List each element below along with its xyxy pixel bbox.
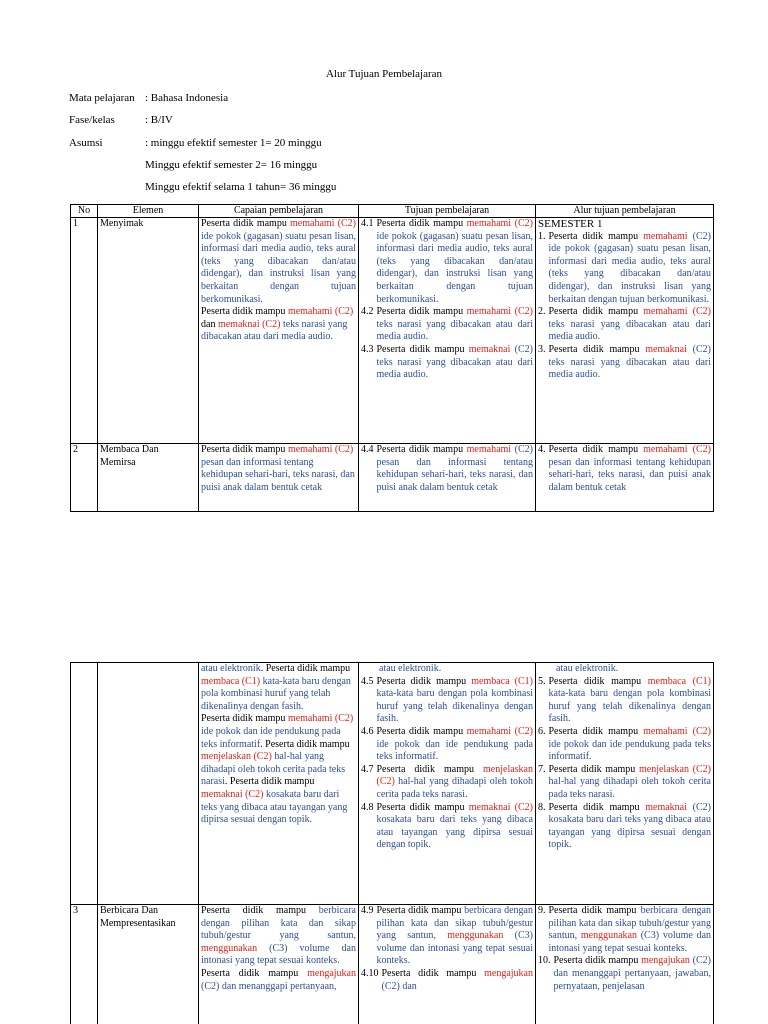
text: Peserta didik mampu [548,763,639,775]
text: . Peserta didik mampu [260,738,350,750]
table-header-row [71,205,714,218]
text: (C2) pesan dan informasi tentang kehidupan sehari-hari, teks narasi, dan puisi anak dalam bentuk cetak [376,444,533,493]
text: Peserta didik mampu [548,230,644,242]
document-title: Alur Tujuan Pembelajaran [325,68,443,80]
capaian-paragraph [201,444,356,510]
item-number: 4.9 [361,905,374,916]
tujuan-item [361,676,533,726]
text: kata-kata baru dengan pola kombinasi huruf yang telah dikenalinya dengan fasih. [376,688,533,725]
text: (C3) volume dan intonasi yang tepat sesuai konteks. [376,930,533,967]
item-number: 4.6 [361,725,374,737]
verb-highlight: memahami [643,230,688,242]
meta-value: : minggu efektif semester 1= 20 minggu [145,137,322,149]
verb-highlight: mengajukan [641,955,690,967]
alur-item [538,676,711,726]
header-elemen: Elemen [98,205,199,218]
meta-assumption-2 [69,159,317,171]
verb-highlight: memahami (C2) [290,218,356,229]
verb-highlight: mengajukan [484,967,533,979]
text: Peserta didik mampu [376,801,469,813]
meta-assumption [69,137,322,149]
row-number: 2 [71,444,98,512]
alur-item [538,764,711,802]
text: Peserta didik mampu [201,218,291,229]
row-number: 3 [71,905,98,1024]
text: Peserta didik mampu [548,725,644,737]
verb-highlight: menjelaskan (C2) [376,763,533,788]
text: Peserta didik mampu [548,675,648,687]
tujuan-item [361,444,533,510]
text: (C2) dan menanggapi pertanyaan, [201,980,337,992]
semester-label: SEMESTER 1 [538,218,603,230]
capaian-paragraph [201,218,356,306]
alur-item [538,344,711,382]
verb-highlight: memahami [466,444,512,455]
item-number: 4.4 [361,444,374,455]
text: teks narasi yang dibacakan atau dari media audio. [376,318,533,343]
verb-highlight: membaca [471,675,510,687]
text: Peserta didik mampu [376,763,484,775]
verb-highlight: memahami (C2) [466,306,533,318]
header-no: No [71,205,98,218]
text: Peserta didik mampu [201,905,319,916]
element-name: Menyimak [98,218,199,444]
item-number: 10. [538,955,551,967]
continued-text: atau elektronik. [556,663,619,674]
tujuan-cell [359,905,536,1024]
text: (C2) kosakata baru dari teks yang dibaca atau tayangan yang dipirsa sesuai dengan topik. [548,801,711,851]
text: ide pokok dan ide pendukung pada teks informatif. [548,738,711,763]
verb-highlight: menggunakan [447,930,504,942]
text: atau elektronik [201,663,261,674]
verb-highlight: menggunakan [580,930,637,942]
item-number: 3. [538,343,546,355]
text: Peserta didik mampu [548,444,644,455]
text: kata-kata baru dengan pola kombinasi huruf yang telah dikenalinya dengan fasih. [548,688,711,725]
verb-highlight: memaknai [645,801,687,813]
text: kosakata baru dari teks yang dibaca atau tayangan yang dipirsa sesuai dengan topik. [201,788,348,826]
tujuan-item [361,802,533,852]
verb-highlight: memahami (C2) [466,218,533,229]
row-number [71,663,98,905]
verb-highlight: memahami (C2) [287,444,354,455]
verb-highlight: memaknai (C2) [468,801,533,813]
table-row [71,444,714,512]
item-number: 8. [538,801,546,813]
verb-highlight: memaknai [645,343,687,355]
alur-cell [536,663,714,905]
text: Peserta didik mampu [376,218,467,229]
text: berbicara dengan pilihan kata dan sikap tubuh/gestur yang santun, [376,905,533,942]
atp-table-continued [70,662,714,1024]
text: ide pokok dan ide pendukung pada teks informatif [201,725,341,750]
meta-label: Mata pelajaran [69,92,135,104]
item-number: 2. [538,306,546,318]
verb-highlight: memahami (C2) [466,725,533,737]
item-number: 4. [538,444,546,455]
text: ide pokok (gagasan) suatu pesan lisan, informasi dari media audio, teks aural (teks yang dibacakan dan/atau didengar), dan instruksi lisan yang berkaitan dengan tujuan berkomunikasi. [201,230,356,305]
alur-item [538,802,711,852]
capaian-cell [199,444,359,512]
text: Peserta didik mampu [553,955,642,967]
text: Peserta didik mampu [376,905,465,916]
tujuan-item [361,968,533,993]
text: (C2) dan [381,980,417,992]
meta-value: : B/IV [145,114,173,126]
document-page-2 [0,662,768,1024]
item-number: 4.1 [361,218,374,229]
capaian-paragraph [201,713,356,826]
element-name: Membaca Dan Memirsa [98,444,199,512]
item-number: 4.10 [361,967,379,979]
verb-highlight: memahami (C2) [643,306,711,318]
capaian-cell [199,905,359,1024]
item-number: 5. [538,675,546,687]
text: (C3) volume dan intonasi yang tepat sesuai konteks. [548,930,712,954]
meta-assumption-3 [69,181,336,193]
element-name [98,663,199,905]
tujuan-item [361,726,533,764]
verb-highlight: menjelaskan (C2) [201,751,272,763]
text: hal-hal yang dihadapi oleh tokoh cerita pada teks narasi. [376,776,533,800]
item-number: 1. [538,230,546,242]
capaian-cell [199,218,359,444]
alur-item [538,955,711,993]
alur-item [538,231,711,307]
verb-highlight: (C1) [686,675,711,687]
text: Peserta didik mampu [548,343,646,355]
text: pesan dan informasi tentang kehidupan sehari-hari, teks narasi, dan puisi anak dalam bentuk cetak [548,456,711,493]
text: (C2) teks narasi yang dibacakan atau dari media audio. [548,343,711,381]
item-number: 4.2 [361,306,374,318]
alur-cell [536,218,714,444]
alur-item [538,306,711,344]
alur-cell [536,905,714,1024]
verb-highlight: membaca (C1) [201,675,261,687]
text: (C2) dan menanggapi pertanyaan, jawaban, pernyataan, penjelasan [553,955,711,992]
verb-highlight: memaknai [468,343,511,355]
text: teks narasi yang dibacakan atau dari media audio. [201,318,348,343]
meta-phase [69,114,173,126]
meta-label: Asumsi [69,137,103,149]
tujuan-cell [359,663,536,905]
capaian-paragraph [201,905,356,968]
alur-cell [536,444,714,512]
verb-highlight: mengajukan [307,967,356,979]
alur-item [538,905,711,955]
continued-text: atau elektronik. [379,663,442,674]
item-number: 4.7 [361,763,374,775]
meta-subject [69,92,228,104]
meta-value: Minggu efektif selama 1 tahun= 36 minggu [145,181,337,193]
capaian-cell [199,663,359,905]
verb-highlight: memahami (C2) [287,306,354,318]
meta-label: Fase/kelas [69,114,115,126]
verb-highlight: menggunakan [201,942,258,954]
verb-highlight: memaknai (C2) [217,318,281,330]
tujuan-item [361,764,533,802]
text: ide pokok (gagasan) suatu pesan lisan, informasi dari media audio, teks aural (teks yang dibacakan dan/atau didengar), dan instruksi lisan yang berkaitan dengan tujuan berkomunikasi. [376,230,533,305]
text: berbicara dengan pilihan kata dan sikap tubuh/gestur yang santun, [201,905,356,942]
alur-item [538,444,711,510]
text: Peserta didik mampu [201,306,288,318]
item-number: 4.5 [361,675,374,687]
capaian-paragraph [201,663,356,713]
tujuan-cell [359,444,536,512]
verb-highlight: memahami (C2) [643,444,711,455]
header-capaian: Capaian pembelajaran [199,205,359,218]
tujuan-cell [359,218,536,444]
header-alur: Alur tujuan pembelajaran [536,205,714,218]
table-row [71,218,714,444]
text: hal-hal yang dihadapi oleh tokoh cerita pada teks narasi [201,751,346,788]
item-number: 4.8 [361,801,374,813]
verb-highlight: membaca [647,675,687,687]
verb-highlight: (C1) [509,675,533,687]
tujuan-item [361,344,533,382]
meta-value: : Bahasa Indonesia [145,92,229,104]
text: ide pokok dan ide pendukung pada teks informatif. [376,738,533,763]
meta-value: Minggu efektif semester 2= 16 minggu [145,159,318,171]
text: berbicara dengan pilihan kata dan sikap tubuh/gestur yang santun, [548,905,711,942]
text: hal-hal yang dihadapi oleh tokoh cerita pada teks narasi. [548,776,711,800]
table-row [71,663,714,905]
capaian-paragraph [201,968,356,993]
item-number: 4.3 [361,343,374,355]
text: pesan dan informasi tentang kehidupan sehari-hari, teks narasi, dan puisi anak dalam bentuk cetak [201,456,355,493]
atp-table [70,204,714,512]
text: Peserta didik mampu [376,306,467,318]
item-number: 9. [538,905,546,916]
text: Peserta didik mampu [548,905,641,916]
item-number: 7. [538,763,546,775]
capaian-paragraph [201,306,356,344]
tujuan-item [361,905,533,968]
text: Peserta didik mampu [376,675,472,687]
header-tujuan: Tujuan pembelajaran [359,205,536,218]
row-number: 1 [71,218,98,444]
text: dan [201,318,218,330]
text: . Peserta didik mampu [260,663,351,674]
text: Peserta didik mampu [201,967,308,979]
table-row [71,905,714,1024]
text: Peserta didik mampu [376,725,467,737]
element-name: Berbicara Dan Mempresentasikan [98,905,199,1024]
text: (C2) teks narasi yang dibacakan atau dari media audio. [376,343,533,381]
alur-item [538,726,711,764]
text: Peserta didik mampu [548,801,646,813]
text: Peserta didik mampu [381,967,485,979]
text: Peserta didik mampu [376,444,467,455]
text: Peserta didik mampu [548,306,644,318]
text: teks narasi yang dibacakan atau dari media audio. [548,318,711,343]
text: kata-kata baru dengan pola kombinasi huruf yang telah dikenalinya dengan fasih. [201,675,351,712]
text: (C3) volume dan intonasi yang tepat sesuai konteks. [201,942,356,967]
text: Peserta didik mampu [376,343,469,355]
text: kosakata baru dari teks yang dibaca atau tayangan yang dipirsa sesuai dengan topik. [376,814,533,851]
verb-highlight: memahami (C2) [287,713,354,725]
tujuan-item [361,218,533,306]
text: Peserta didik mampu [201,713,288,725]
verb-highlight: memaknai (C2) [201,788,264,800]
verb-highlight: menjelaskan (C2) [639,763,711,775]
text: Peserta didik mampu [201,444,288,455]
text: (C2) ide pokok (gagasan) suatu pesan lisan, informasi dari media audio, teks aural (teks yang dibacakan dan/atau didengar), dan instruksi lisan yang berkaitan dengan tujuan berkomunikasi. [548,230,711,305]
item-number: 6. [538,725,546,737]
verb-highlight: memahami (C2) [643,725,711,737]
text: . Peserta didik mampu [224,776,315,788]
tujuan-item [361,306,533,344]
